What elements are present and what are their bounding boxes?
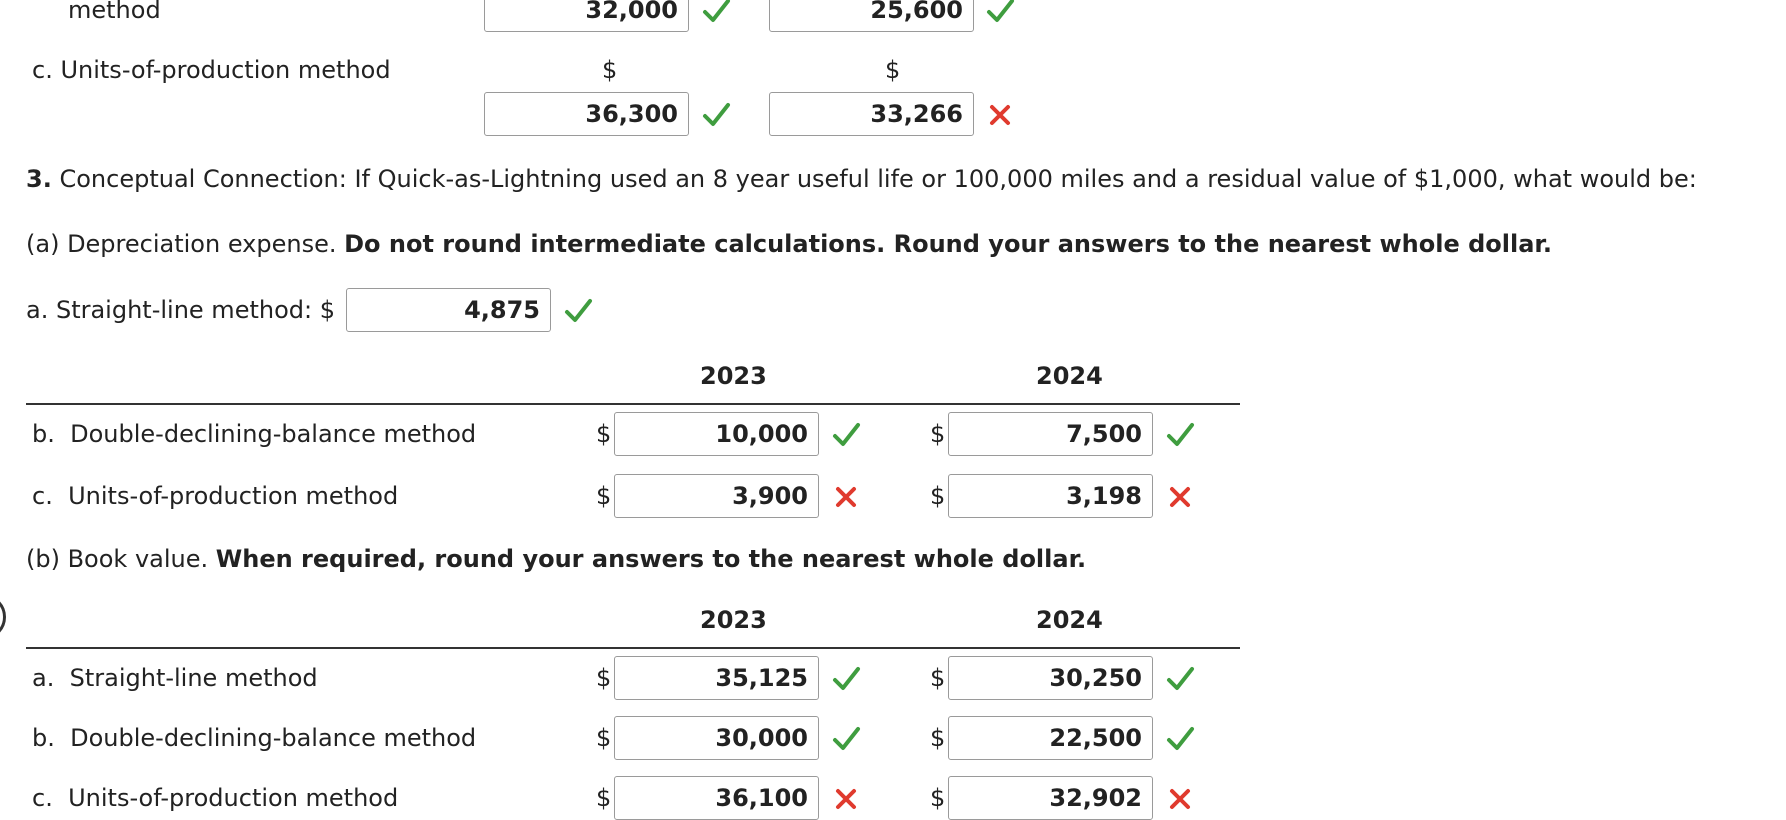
answer-input-top-2[interactable]: 25,600 (769, 0, 974, 32)
row-units-label: c. Units-of-production method (32, 56, 391, 84)
bv-sl-2024-input[interactable]: 30,250 (948, 656, 1153, 700)
x-mark-icon (1164, 783, 1196, 815)
ddb-2023-input[interactable]: 10,000 (614, 412, 819, 456)
currency-symbol: $ (596, 664, 612, 692)
table-row-straight-line (32, 664, 318, 692)
currency-symbol: $ (596, 724, 612, 752)
row-method-label: method (68, 0, 161, 24)
part-a-instruction: Do not round intermediate calculations. Round your answers to the nearest whole dollar. (344, 230, 1552, 258)
question-text: Conceptual Connection: If Quick-as-Lightning used an 8 year useful life or 100,000 miles and a residual value of $1,000, what would be: (59, 165, 1697, 193)
units-2023-input[interactable]: 3,900 (614, 474, 819, 518)
table-row-ddb (32, 724, 476, 752)
checkmark-icon (562, 295, 594, 327)
column-header-2024: 2024 (1036, 606, 1103, 634)
row-label: Double-declining-balance method (70, 724, 477, 752)
bv-ddb-2023-input[interactable]: 30,000 (614, 716, 819, 760)
currency-symbol: $ (596, 482, 612, 510)
table-row-ddb (32, 420, 476, 448)
x-mark-icon (830, 481, 862, 513)
column-header-2023: 2023 (700, 606, 767, 634)
circle-icon (0, 594, 6, 640)
straight-line-label: a. Straight-line method: $ (26, 296, 335, 324)
units-2024-input[interactable]: 3,198 (948, 474, 1153, 518)
row-letter: b. (32, 724, 55, 752)
currency-symbol: $ (930, 784, 946, 812)
question-number: 3. (26, 165, 52, 193)
table-divider (26, 647, 1240, 649)
currency-symbol: $ (885, 56, 901, 84)
answer-input-top-1[interactable]: 32,000 (484, 0, 689, 32)
row-letter: c. (32, 482, 53, 510)
bv-ddb-2024-input[interactable]: 22,500 (948, 716, 1153, 760)
straight-line-input[interactable]: 4,875 (346, 288, 551, 332)
column-header-2024: 2024 (1036, 362, 1103, 390)
x-mark-icon (984, 99, 1016, 131)
bv-units-2024-input[interactable]: 32,902 (948, 776, 1153, 820)
row-letter: a. (32, 664, 55, 692)
x-mark-icon (1164, 481, 1196, 513)
checkmark-icon (700, 0, 732, 27)
row-label: Straight-line method (69, 664, 318, 692)
currency-symbol: $ (930, 724, 946, 752)
currency-symbol: $ (596, 784, 612, 812)
row-label: Units-of-production method (68, 482, 399, 510)
part-b-label: (b) Book value. (26, 545, 209, 573)
bv-sl-2023-input[interactable]: 35,125 (614, 656, 819, 700)
checkmark-icon (1164, 723, 1196, 755)
table-divider (26, 403, 1240, 405)
x-mark-icon (830, 783, 862, 815)
column-header-2023: 2023 (700, 362, 767, 390)
answer-input-top-3[interactable]: 36,300 (484, 92, 689, 136)
checkmark-icon (1164, 663, 1196, 695)
currency-symbol: $ (930, 482, 946, 510)
part-a-label: (a) Depreciation expense. (26, 230, 337, 258)
row-letter: b. (32, 420, 55, 448)
part-a-heading (26, 230, 1552, 258)
checkmark-icon (700, 99, 732, 131)
part-b-heading (26, 545, 1086, 573)
checkmark-icon (830, 663, 862, 695)
row-label: Units-of-production method (68, 784, 399, 812)
answer-input-top-4[interactable]: 33,266 (769, 92, 974, 136)
currency-symbol: $ (602, 56, 618, 84)
checkmark-icon (830, 419, 862, 451)
currency-symbol: $ (930, 664, 946, 692)
question-3 (26, 165, 1697, 193)
part-b-instruction: When required, round your answers to the nearest whole dollar. (215, 545, 1087, 573)
currency-symbol: $ (930, 420, 946, 448)
checkmark-icon (830, 723, 862, 755)
currency-symbol: $ (596, 420, 612, 448)
checkmark-icon (1164, 419, 1196, 451)
table-row-units (32, 784, 398, 812)
ddb-2024-input[interactable]: 7,500 (948, 412, 1153, 456)
checkmark-icon (984, 0, 1016, 27)
row-letter: c. (32, 784, 53, 812)
table-row-units (32, 482, 398, 510)
bv-units-2023-input[interactable]: 36,100 (614, 776, 819, 820)
row-label: Double-declining-balance method (70, 420, 477, 448)
